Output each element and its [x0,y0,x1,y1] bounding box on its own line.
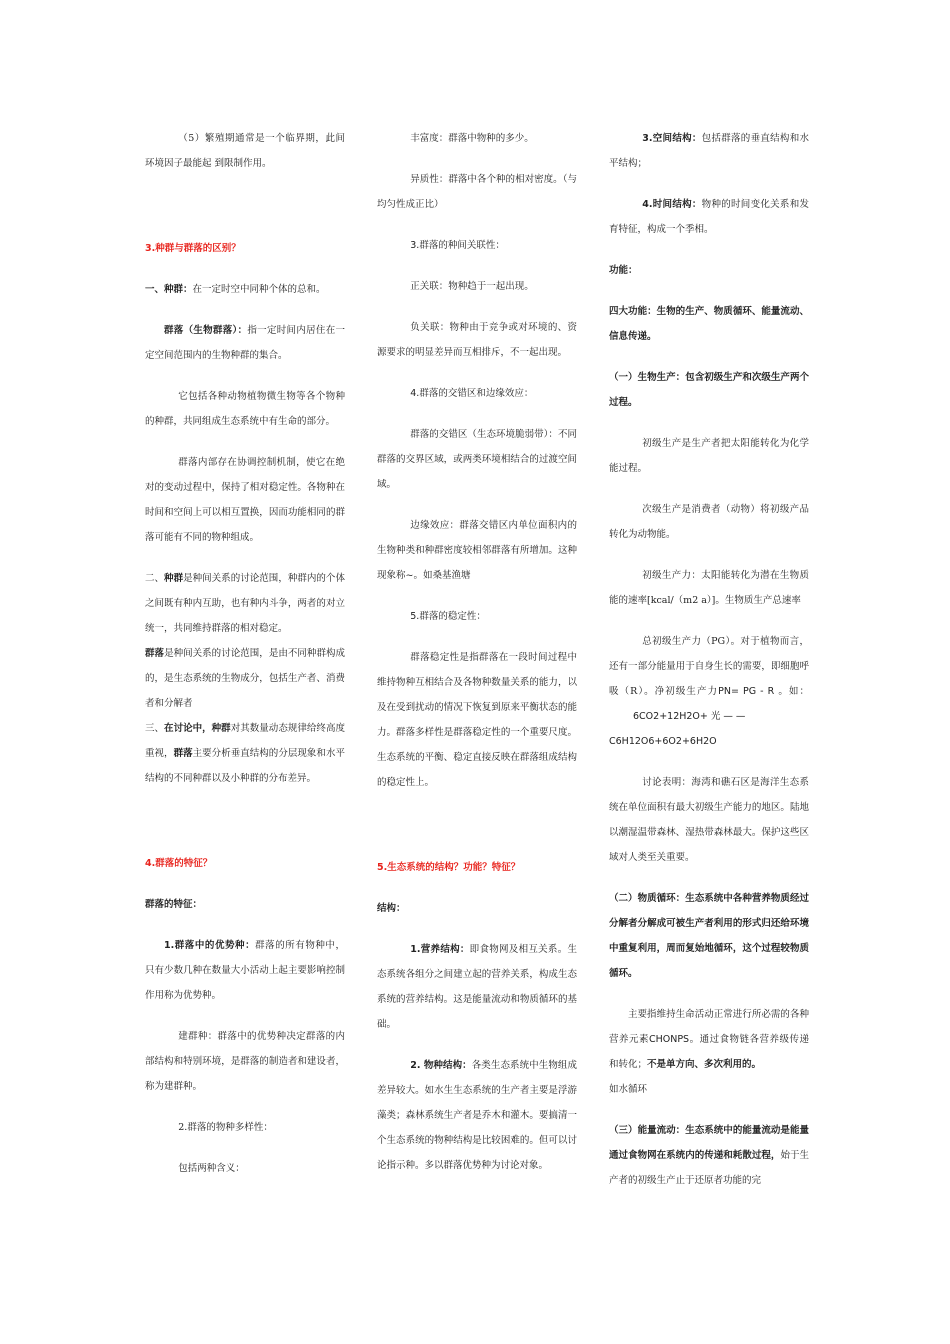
text-troph: 即食物网及相互关系。生态系统各组分之间建立起的营养关系，构成生态系统的营养结构。这是能量流动和物质循环的基础。 [377,944,577,1030]
column-2 [377,126,577,1178]
cycle-c: 。通过食物链各营养级传递和转化； [609,1034,809,1070]
cycle-d: 不是单方向、多次利用的。 [647,1059,762,1070]
bold-energy: （三）能量流动：生态系统中的能量流动是能量通过食物网在系统内的传递和耗散过程， [609,1125,809,1161]
para-troph [377,937,577,1037]
para-primary: 初级生产是生产者把太阳能转化为化学能过程。 [609,438,809,474]
text-comm: 指一定时间内居住在一定空间范围内的生物种群的集合。 [145,325,345,361]
para-cycle-bold: （二）物质循环：生态系统中各种营养物质经过分解者分解成可被生产者利用的形式归还给环境中重复利用，周而复始地循环，这个过程较物质循环。 [609,893,809,979]
column-3 [609,126,809,1193]
para-three [145,716,345,791]
para-prod: （一）生物生产：包含初级生产和次级生产两个过程。 [609,372,809,408]
para-div2: 包括两种含义： [178,1163,245,1174]
heading-4: 4.群落的特征？ [145,858,213,869]
para-hetero: 异质性：群落中各个种的相对密度。（与均匀性成正比） [377,174,577,210]
func-title: 功能： [609,265,638,276]
para-comm-incl: 它包括各种动物植物微生物等各个物种的种群，共同组成生态系统中有生命的部分。 [145,391,345,427]
heading-5: 5.生态系统的结构？功能？特征？ [377,862,521,873]
para-comm-def [145,318,345,368]
para-stab-h: 5.群落的稳定性： [410,611,486,622]
struct-title: 结构： [377,903,406,914]
para-pos: 正关联：物种趋于一起出现。 [410,281,534,292]
equation-2: C6H12O6+6O2+6H2O [609,736,717,747]
bold-pop: 一、种群： [145,284,193,295]
t3d: 群落 [173,748,193,759]
column-1 [145,126,345,1181]
para-dominant [145,933,345,1008]
bold-time: 4.时间结构： [642,199,702,210]
cycle-b: CHONPS [648,1034,690,1045]
para-ecotone-h: 4.群落的交错区和边缘效应： [410,388,534,399]
t2a: 二、 [145,573,165,584]
cycle-e: 如水循环 [609,1084,648,1095]
t3c: 对其数量动态规律给终高度重视， [145,723,345,759]
para-conclusion: 讨论表明：海湾和礁石区是海洋生态系统在单位面积有最大初级生产能力的地区。陆地以潮湿温带森林、湿热带森林最大。保护这些区域对人类至关重要。 [609,777,809,863]
text-dom: 群落的所有物种中，只有少数几种在数量大小活动上起主要影响控制作用称为优势种。 [145,940,345,1001]
t3b: 在讨论中，种群 [164,723,231,734]
equation-1: 6CO2+12H2O+ 光 — — [633,711,746,722]
t2e: 是种间关系的讨论范围，是由不同种群构成的，是生态系统的生物成分，包括生产者、消费者和分解者 [145,648,345,709]
text-spec: 各类生态系统中生物组成差异较大。如水生生态系统的生产者主要是浮游藻类；森林系统生产者是乔木和灌木。要搞清一个生态系统的物种结构是比较困难的。但可以讨论指示种。多以群落优势种为讨论对象。 [377,1060,577,1171]
t3e: 主要分析垂直结构的分层现象和水平结构的不同种群以及小种群的分布差异。 [145,748,345,784]
para-edge: 边缘效应：群落交错区内单位面积内的生物种类和种群密度较相邻群落有所增加。这种现象称~。如桑基渔塘 [377,520,577,581]
bold-dom: 1.群落中的优势种： [164,940,256,951]
para-secondary: 次级生产是消费者（动物）将初级产品转化为动物能。 [609,504,809,540]
bold-space: 3.空间结构： [642,133,702,144]
para-breeding: （5）繁殖期通常是一个临界期，此间环境因子最能起 到限制作用。 [145,133,345,169]
heading-3: 3.种群与群落的区别？ [145,243,241,254]
para-stab: 群落稳定性是指群落在一段时间过程中维持物种互相结合及各物种数量关系的能力，以及在受到扰动的情况下恢复到原来平衡状态的能力。群落多样性是群落稳定性的一个重要尺度。生态系统的平衡、稳定直接反映在群落组成结构的稳定性上。 [377,652,577,788]
text-space: 包括群落的垂直结构和水平结构； [609,133,809,169]
cycle-a: 主要指维持生命活动正常进行所必需的各种营养元素 [609,1009,809,1045]
para-gpp-rate: 初级生产力：太阳能转化为潜在生物质能的速率[kcal/（m2 a）]。生物质生产总速率 [609,570,809,606]
para-rich: 丰富度：群落中物种的多少。 [410,133,534,144]
t2c: 是种间关系的讨论范围，种群内的个体之间既有种内互助，也有种内斗争，两者的对立统一，共同维持群落的相对稳定。 [145,573,345,634]
bold-comm: 群落（生物群落）： [164,325,248,336]
bold-spec: 2. 物种结构： [410,1060,472,1071]
para-comm-coord: 群落内部存在协调控制机制，使它在绝对的变动过程中，保持了相对稳定性。各物种在时间和空间上可以相互置换，因而功能相同的群落可能有不同的物种组成。 [145,457,345,543]
para-pop-def [145,277,345,302]
text-pop: 在一定时空中同种个体的总和。 [192,284,326,295]
feat-title: 群落的特征： [145,899,203,910]
text-time: 物种的时间变化关系和发育特征，构成一个季相。 [609,199,809,235]
text-energy: 始于生产者的初级生产止于还原者功能的完 [609,1150,809,1186]
bold-troph: 1.营养结构： [410,944,470,955]
para-spec [377,1053,577,1178]
gpp-a: 总初级生产力（PG）。对于植物而言，还有一部分能量用于自身生长的需要，即细胞呼吸（R）。净初级生产力 [609,636,809,697]
para-build: 建群种：群落中的优势种决定群落的内部结构和特别环境，是群落的制造者和建设者，称为建群种。 [145,1031,345,1092]
para-cycle [609,1002,809,1102]
para-energy [609,1118,809,1193]
para-time [609,192,809,242]
para-div: 2.群落的物种多样性： [178,1122,273,1133]
t2d: 群落 [145,648,165,659]
gpp-c: 。如： [774,686,809,697]
para-neg: 负关联：物种由于竞争或对环境的、资源要求的明显差异而互相排斥，不一起出现。 [377,322,577,358]
gpp-b: PN= PG - R [718,686,775,697]
t2b: 种群 [164,573,184,584]
t3a: 三、 [145,723,165,734]
para-space [609,126,809,176]
para-gpp [609,629,809,754]
para-assoc: 3.群落的种间关联性： [410,240,505,251]
para-ecotone: 群落的交错区（生态环境脆弱带）：不同群落的交界区域，或两类环境相结合的过渡空间域。 [377,429,577,490]
para-two [145,566,345,716]
para-four: 四大功能：生物的生产、物质循环、能量流动、信息传递。 [609,306,809,342]
